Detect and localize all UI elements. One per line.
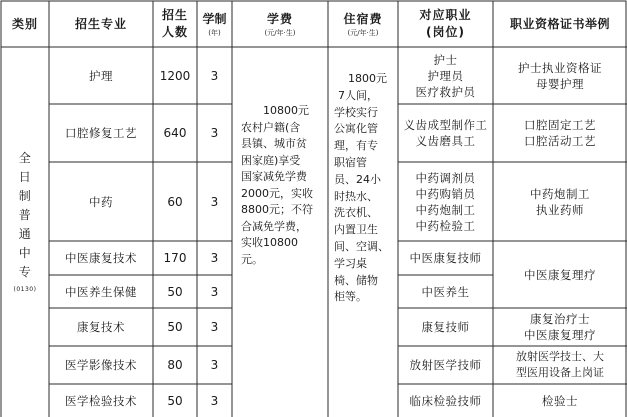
count-cell: 50	[167, 393, 183, 408]
header-certificate: 职业资格证书举例	[509, 17, 610, 31]
cert-cell: 放射医学技士、大 型医用设备上岗证	[516, 350, 604, 379]
header-major: 招生专业	[74, 17, 127, 31]
career-cell: 康复技师	[421, 320, 470, 334]
count-cell: 60	[167, 194, 183, 209]
header-tuition: 学费 (元/年·生)	[264, 11, 296, 37]
count-cell: 50	[167, 320, 183, 334]
count-cell: 1200	[159, 68, 191, 83]
count-cell: 640	[163, 126, 187, 140]
career-cell: 中药调剂员 中药购销员 中药炮制工 中药检验工	[415, 170, 476, 233]
years-cell: 3	[210, 251, 219, 265]
category-cell: 全 日 制 普 通 中 专 (0130)	[13, 150, 37, 293]
career-cell: 放射医学技师	[409, 358, 482, 372]
cert-cell: 中药炮制工 执业药师	[530, 186, 590, 217]
cert-cell-merged: 中医康复理疗	[524, 267, 596, 282]
header-category: 类别	[11, 17, 38, 31]
major-cell: 中医康复技术	[65, 251, 137, 265]
cert-cell: 护士执业资格证 母婴护理	[518, 60, 602, 91]
major-cell: 康复技术	[77, 320, 125, 334]
major-cell: 护理	[89, 68, 113, 83]
header-career: 对应职业 (岗位)	[419, 8, 472, 39]
header-accommodation: 住宿费 (元/年·生)	[343, 11, 383, 37]
count-cell: 170	[163, 251, 187, 265]
career-cell: 义齿成型制作工 义齿磨具工	[403, 118, 488, 148]
career-cell: 中医养生	[421, 284, 470, 299]
cert-cell: 口腔固定工艺 口腔活动工艺	[524, 118, 596, 148]
header-enrollment: 招生 人数	[161, 8, 188, 39]
years-cell: 3	[210, 358, 219, 372]
count-cell: 50	[167, 284, 183, 299]
career-cell: 中医康复技师	[409, 251, 482, 265]
years-cell: 3	[210, 320, 219, 334]
cert-cell: 检验士	[542, 393, 578, 408]
major-cell: 中药	[89, 194, 113, 209]
career-cell: 护士 护理员 医疗救护员	[415, 52, 476, 99]
accommodation-cell: 1800元 7人间， 学校实行 公寓化管 理，有专 职宿管 员、24小 时热水、 洗衣机、 内置卫生 间、空调、 学习桌 椅、储物 柜等。	[334, 72, 389, 304]
years-cell: 3	[210, 68, 219, 83]
tuition-cell: 10800元 农村户籍(含 县镇、城市贫 困家庭)享受 国家减免学费 2000元，实收 8800元；不符 合减免学费， 实收10800 元。	[241, 104, 313, 266]
years-cell: 3	[210, 393, 219, 408]
years-cell: 3	[210, 284, 219, 299]
cert-cell: 康复治疗士 中医康复理疗	[524, 312, 596, 342]
years-cell: 3	[210, 194, 219, 209]
major-cell: 中医养生保健	[65, 284, 137, 299]
major-cell: 医学影像技术	[65, 358, 137, 372]
major-cell: 口腔修复工艺	[65, 126, 137, 140]
header-duration: 学制 (年)	[202, 11, 227, 37]
major-cell: 医学检验技术	[65, 393, 137, 408]
count-cell: 80	[167, 358, 183, 372]
career-cell: 临床检验技师	[409, 393, 482, 408]
years-cell: 3	[210, 126, 219, 140]
